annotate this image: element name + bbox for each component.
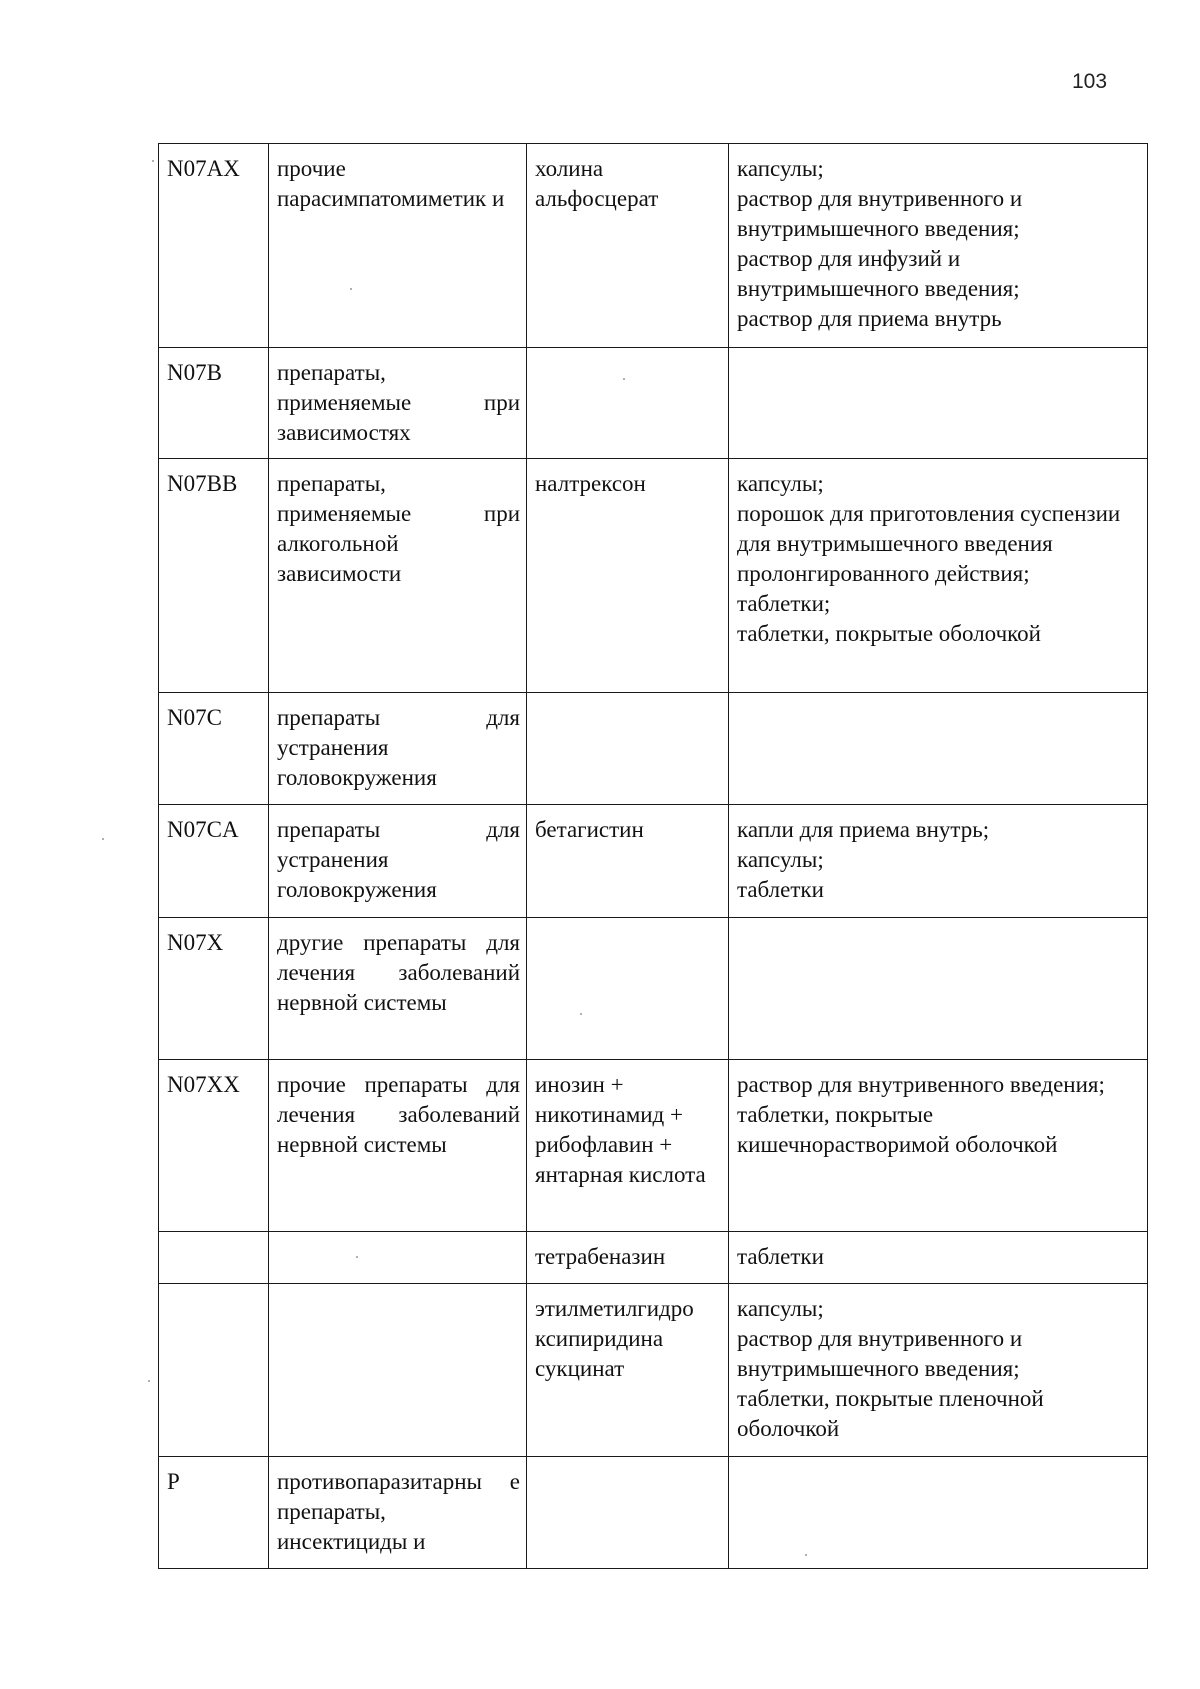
- page-number: 103: [1072, 70, 1108, 93]
- dosage-forms-cell: [729, 348, 1148, 459]
- dosage-form-line: таблетки;: [737, 591, 831, 616]
- dosage-forms-cell: [729, 918, 1148, 1060]
- dosage-form-line: раствор для внутривенного и внутримышечного введения;: [737, 186, 1023, 241]
- atc-code-cell: [159, 1284, 269, 1457]
- scan-speck: [350, 288, 352, 290]
- substance-cell: [527, 348, 729, 459]
- scan-speck: [580, 1013, 582, 1015]
- dosage-forms-cell: [729, 1060, 1148, 1232]
- dosage-forms-cell: [729, 693, 1148, 805]
- dosage-form-line: капли для приема внутрь;: [737, 817, 990, 842]
- dosage-forms-cell: [729, 144, 1148, 348]
- dosage-form-line: раствор для приема внутрь: [737, 306, 1002, 331]
- anatomical-group-cell: [269, 1232, 527, 1284]
- substance-cell: налтрексон: [527, 459, 729, 693]
- scan-speck: [148, 1380, 150, 1382]
- anatomical-group-cell: препараты, применяемые при алкогольной зависимости: [269, 459, 527, 693]
- dosage-form-line: раствор для внутривенного введения;: [737, 1072, 1105, 1097]
- dosage-form-line: капсулы;: [737, 156, 824, 181]
- dosage-form-line: таблетки, покрытые кишечнорастворимой оболочкой: [737, 1102, 1058, 1157]
- anatomical-group-cell: прочие препараты для лечения заболеваний нервной системы: [269, 1060, 527, 1232]
- table-row: [159, 1284, 1148, 1457]
- atc-code-cell: N07AX: [159, 144, 269, 348]
- atc-code-cell: P: [159, 1457, 269, 1569]
- table-body: [159, 144, 1148, 1569]
- dosage-forms-cell: [729, 459, 1148, 693]
- table-row: [159, 1232, 1148, 1284]
- dosage-form-line: капсулы;: [737, 471, 824, 496]
- table-row: [159, 1060, 1148, 1232]
- dosage-forms-cell: [729, 1284, 1148, 1457]
- dosage-forms-cell: [729, 805, 1148, 918]
- substance-cell: [527, 1457, 729, 1569]
- scan-speck: [102, 838, 104, 840]
- dosage-form-line: порошок для приготовления суспензии для внутримышечного введения пролонгированного действия;: [737, 501, 1121, 586]
- substance-cell: [527, 693, 729, 805]
- substance-cell: инозин + никотинамид + рибофлавин + янтарная кислота: [527, 1060, 729, 1232]
- substance-cell: холина альфосцерат: [527, 144, 729, 348]
- anatomical-group-cell: другие препараты для лечения заболеваний нервной системы: [269, 918, 527, 1060]
- table-row: [159, 805, 1148, 918]
- anatomical-group-cell: прочие парасимпатомиметик и: [269, 144, 527, 348]
- dosage-form-line: капсулы;: [737, 1296, 824, 1321]
- table-row: [159, 144, 1148, 348]
- dosage-form-line: таблетки, покрытые пленочной оболочкой: [737, 1386, 1044, 1441]
- dosage-form-line: раствор для внутривенного и внутримышечного введения;: [737, 1326, 1023, 1381]
- table-row: [159, 1457, 1148, 1569]
- anatomical-group-cell: [269, 1284, 527, 1457]
- atc-code-cell: N07C: [159, 693, 269, 805]
- atc-code-cell: N07BB: [159, 459, 269, 693]
- substance-cell: тетрабеназин: [527, 1232, 729, 1284]
- dosage-forms-cell: [729, 1232, 1148, 1284]
- anatomical-group-cell: препараты для устранения головокружения: [269, 693, 527, 805]
- dosage-forms-cell: [729, 1457, 1148, 1569]
- scan-speck: [623, 378, 625, 380]
- dosage-form-line: таблетки, покрытые оболочкой: [737, 621, 1041, 646]
- table-row: [159, 459, 1148, 693]
- atc-code-cell: N07X: [159, 918, 269, 1060]
- table-row: [159, 348, 1148, 459]
- drug-table: [158, 143, 1148, 1569]
- table-row: [159, 693, 1148, 805]
- table-row: [159, 918, 1148, 1060]
- anatomical-group-cell: препараты, применяемые при зависимостях: [269, 348, 527, 459]
- dosage-form-line: таблетки: [737, 1244, 824, 1269]
- substance-cell: [527, 918, 729, 1060]
- anatomical-group-cell: противопаразитарны е препараты, инсектициды и: [269, 1457, 527, 1569]
- dosage-form-line: таблетки: [737, 877, 824, 902]
- dosage-form-line: капсулы;: [737, 847, 824, 872]
- scan-speck: [152, 160, 154, 162]
- scan-speck: [356, 1256, 358, 1258]
- atc-code-cell: N07B: [159, 348, 269, 459]
- substance-cell: этилметилгидро ксипиридина сукцинат: [527, 1284, 729, 1457]
- atc-code-cell: N07CA: [159, 805, 269, 918]
- dosage-form-line: раствор для инфузий и внутримышечного введения;: [737, 246, 1020, 301]
- anatomical-group-cell: препараты для устранения головокружения: [269, 805, 527, 918]
- atc-code-cell: N07XX: [159, 1060, 269, 1232]
- scan-speck: [805, 1554, 807, 1556]
- atc-code-cell: [159, 1232, 269, 1284]
- substance-cell: бетагистин: [527, 805, 729, 918]
